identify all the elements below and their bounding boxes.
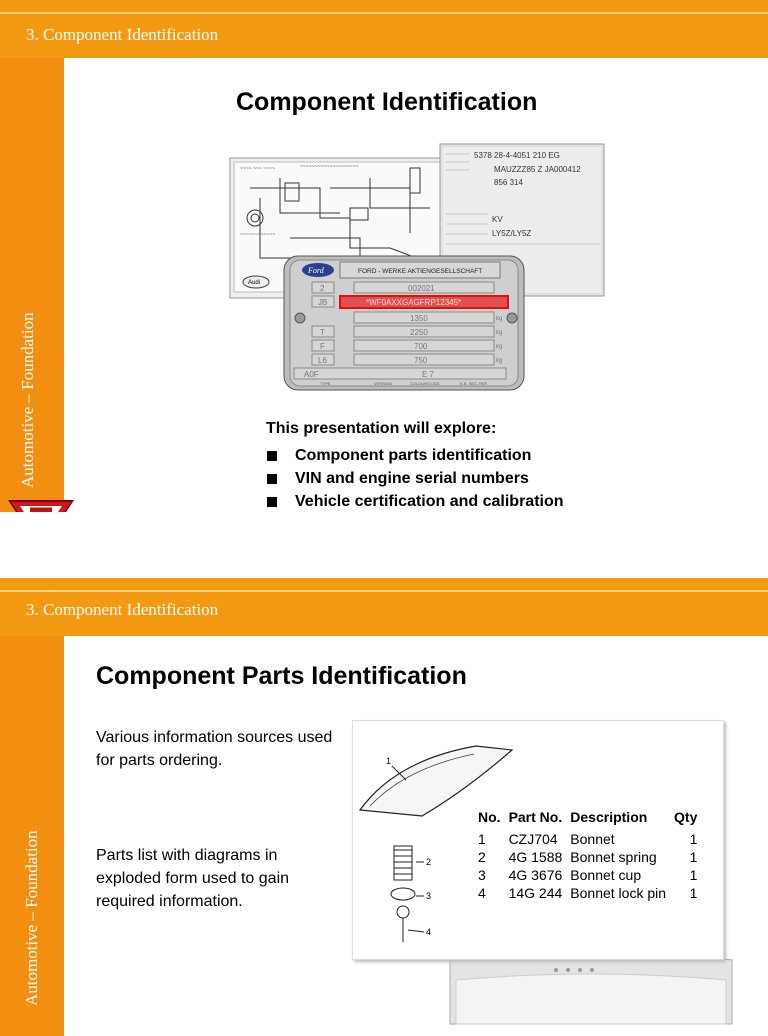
svg-text:856 314: 856 314 — [494, 178, 523, 187]
svg-text:LY5Z/LY5Z: LY5Z/LY5Z — [492, 229, 532, 238]
cell: CZJ704 — [508, 831, 558, 847]
svg-text:3: 3 — [426, 891, 432, 901]
slide-gap — [0, 512, 768, 578]
cell: 4G 1588 — [508, 849, 563, 865]
header-title: 3. Component Identification — [26, 600, 219, 619]
svg-text:MAUZZZ85 Z JA000412: MAUZZZ85 Z JA000412 — [494, 165, 581, 174]
svg-text:L6: L6 — [318, 356, 327, 365]
cell: 4G 3676 — [508, 867, 563, 883]
cell: 3 — [478, 867, 486, 883]
svg-text:Ford: Ford — [308, 266, 324, 275]
svg-text:F: F — [320, 342, 325, 351]
svg-text:1350: 1350 — [410, 314, 428, 323]
cell: 1 — [689, 831, 698, 847]
header-title: 3. Component Identification — [26, 25, 219, 44]
svg-text:750: 750 — [414, 356, 428, 365]
svg-text:4: 4 — [426, 927, 432, 937]
col-header: Qty — [674, 809, 698, 825]
svg-text:E 7: E 7 — [422, 370, 435, 379]
svg-text:KV: KV — [492, 215, 503, 224]
table-row — [474, 848, 701, 866]
cell: 1 — [689, 849, 698, 865]
cell: 1 — [689, 885, 698, 901]
cell: 1 — [478, 831, 486, 847]
bullet-item: Component parts identification — [266, 444, 595, 467]
col-header: Part No. — [508, 809, 563, 825]
cell: 2 — [478, 849, 486, 865]
svg-text:A0F: A0F — [304, 370, 319, 379]
slide-1 — [0, 0, 768, 512]
spring-cup-pin-diagram — [380, 842, 450, 948]
cell: Bonnet cup — [570, 867, 642, 883]
sidebar-text: Automotive – Foundation — [18, 312, 37, 488]
svg-text:TYPE: TYPE — [320, 381, 331, 386]
svg-text:2: 2 — [320, 284, 325, 293]
vin-plate — [282, 254, 526, 392]
svg-text:700: 700 — [414, 342, 428, 351]
sidebar — [0, 636, 64, 1036]
table-row — [474, 884, 701, 902]
svg-text:JB: JB — [318, 298, 328, 307]
svg-text:Audi: Audi — [248, 280, 261, 286]
header-bar — [0, 0, 768, 58]
monitor-image — [446, 950, 736, 1024]
svg-text:002021: 002021 — [408, 284, 435, 293]
table-row — [474, 866, 701, 884]
svg-text:5378 28-4-4051 210 EG: 5378 28-4-4051 210 EG — [474, 151, 560, 160]
slide-title: Component Parts Identification — [96, 662, 467, 690]
sidebar-text: Automotive – Foundation — [22, 830, 41, 1006]
cell: Bonnet — [570, 831, 615, 847]
paragraph-parts-list: Parts list with diagrams in exploded form used to gain required information. — [96, 847, 290, 910]
svg-text:kg: kg — [496, 316, 503, 322]
svg-text:2: 2 — [426, 857, 432, 867]
svg-text:kg: kg — [496, 330, 503, 336]
svg-text:kg: kg — [496, 344, 503, 350]
col-header: No. — [478, 809, 501, 825]
svg-text:~~~~~~~~~~~~: ~~~~~~~~~~~~ — [240, 232, 276, 238]
header-bar — [0, 578, 768, 636]
table-row — [474, 830, 701, 848]
svg-text:FORD - WERKE AKTIENGESELLSCHAF: FORD - WERKE AKTIENGESELLSCHAFT — [358, 268, 483, 275]
cell: 14G 244 — [508, 885, 563, 901]
svg-text:2250: 2250 — [410, 328, 428, 337]
svg-text:1: 1 — [386, 756, 392, 766]
svg-text:~~~~ ~~~ ~~~~: ~~~~ ~~~ ~~~~ — [240, 166, 275, 172]
cell: 1 — [689, 867, 698, 883]
parts-table — [474, 808, 701, 902]
svg-text:T: T — [320, 328, 325, 337]
svg-text:*WF0AXXGAGFRP12345*: *WF0AXXGAGFRP12345* — [366, 298, 462, 307]
bullet-item: Vehicle certification and calibration — [266, 490, 595, 536]
bullet-item: VIN and engine serial numbers — [266, 467, 595, 490]
slide-title: Component Identification — [236, 88, 538, 116]
cell: Bonnet lock pin — [570, 885, 667, 901]
svg-text:kg: kg — [496, 358, 503, 364]
cell: Bonnet spring — [570, 849, 657, 865]
table-header-row — [474, 808, 701, 830]
intro-text: This presentation will explore: — [266, 420, 497, 437]
svg-text:~~~~~~~~~~~~~~~~~~~~: ~~~~~~~~~~~~~~~~~~~~ — [300, 164, 359, 170]
svg-text:VERSION: VERSION — [374, 381, 393, 386]
svg-text:K.B. SEC. REF.: K.B. SEC. REF. — [460, 381, 488, 386]
col-header: Description — [570, 809, 648, 825]
paragraph-sources: Various information sources used for parts ordering. — [96, 729, 333, 769]
svg-text:COLOUR/CODE: COLOUR/CODE — [410, 381, 440, 386]
cell: 4 — [478, 885, 486, 901]
